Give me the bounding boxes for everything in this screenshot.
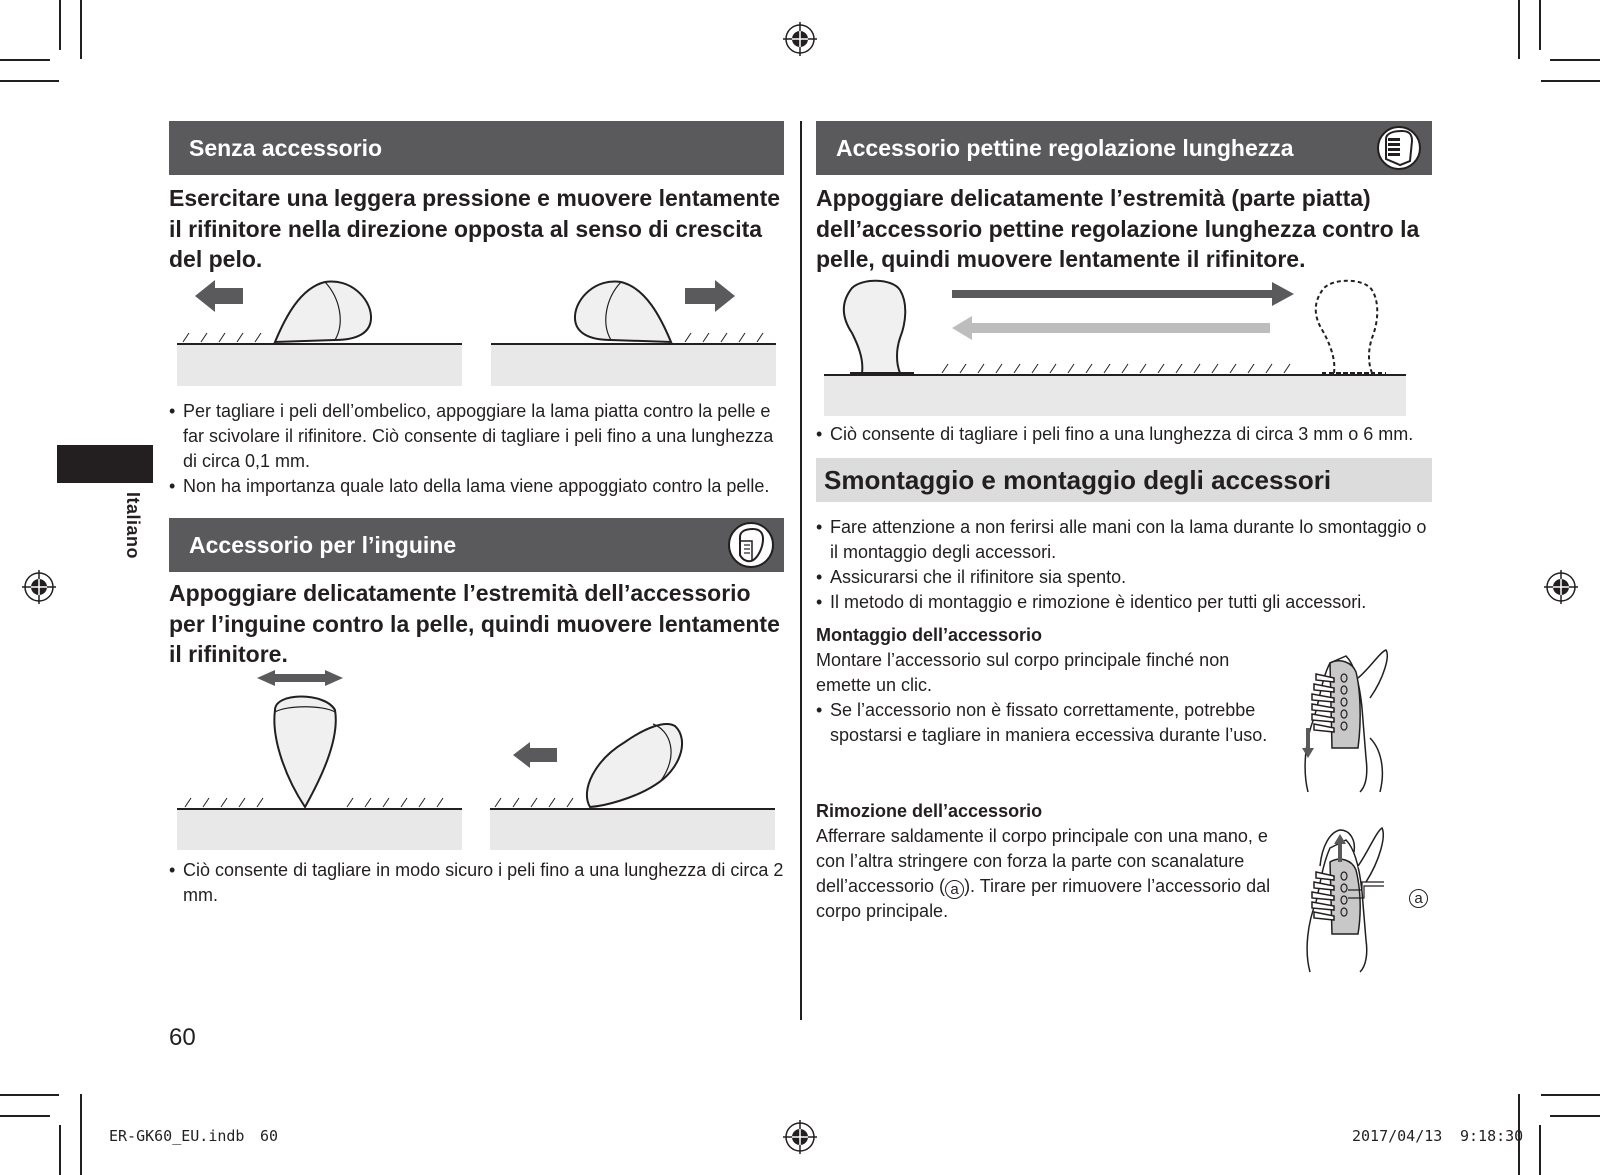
section-header-smontaggio <box>816 458 1432 502</box>
comb-attachment-illustration <box>822 278 1406 416</box>
comb-attachment-icon <box>1374 125 1424 171</box>
list-item: • Fare attenzione a non ferirsi alle mani con la lama durante lo smontaggio o il montaggio degli accessori. <box>816 515 1432 565</box>
mount-heading: Montaggio dell’accessorio <box>816 625 1043 645</box>
crop-mark <box>80 0 82 59</box>
list-item: • Ciò consente di tagliare i peli fino a una lunghezza di circa 3 mm o 6 mm. <box>816 422 1432 447</box>
section-header-pettine-regolazione <box>816 121 1432 175</box>
registration-mark-icon <box>783 1120 817 1154</box>
registration-mark-icon <box>22 570 56 604</box>
footer-date: 2017/04/13 <box>1352 1127 1443 1145</box>
bullet-list <box>169 399 784 499</box>
list-item: • Se l’accessorio non è fissato correttamente, potrebbe spostarsi e tagliare in maniera eccessiva durante l’uso. <box>816 698 1280 748</box>
crop-mark <box>1541 1094 1600 1096</box>
list-item: • Per tagliare i peli dell’ombelico, appoggiare la lama piatta contro la pelle e far scivolare il rifinitore. Ciò consente di tagliare i peli fino a una lunghezza di circa 0,1 mm. <box>169 399 784 474</box>
crop-mark <box>1539 1125 1541 1175</box>
section-lead-text: Esercitare una leggera pressione e muovere lentamente il rifinitore nella direzione opposta al senso di crescita del pelo. <box>169 185 781 272</box>
crop-mark <box>59 1125 61 1175</box>
crop-mark <box>1550 59 1600 61</box>
crop-mark <box>0 80 59 82</box>
mount-text: Montare l’accessorio sul corpo principale finché non emette un clic. <box>816 650 1230 695</box>
section-header-accessorio-inguine <box>169 518 784 572</box>
list-item: • Non ha importanza quale lato della lama viene appoggiato contro la pelle. <box>169 474 784 499</box>
bullet-list <box>816 422 1432 447</box>
bullet-list <box>816 698 1280 748</box>
remove-text <box>816 824 1286 924</box>
crop-mark <box>1539 0 1541 50</box>
crop-mark <box>0 1094 59 1096</box>
language-tab <box>57 445 153 483</box>
crop-mark <box>80 1094 82 1175</box>
section-title: Smontaggio e montaggio degli accessori <box>824 465 1332 495</box>
list-item: • Ciò consente di tagliare in modo sicuro i peli fino a una lunghezza di circa 2 mm. <box>169 858 784 908</box>
bullet-list <box>816 515 1432 615</box>
registration-mark-icon <box>1544 570 1578 604</box>
section-title: Accessorio pettine regolazione lunghezza <box>836 135 1294 161</box>
remove-text-after: ). Tirare per rimuovere l’accessorio dal corpo principale. <box>816 876 1271 921</box>
column-divider <box>800 121 802 1020</box>
section-title: Accessorio per l’inguine <box>189 532 457 558</box>
callout-a-icon: a <box>1409 889 1428 908</box>
language-label: Italiano <box>123 492 143 560</box>
marker-a-icon: a <box>945 880 964 899</box>
crop-mark <box>1518 0 1520 59</box>
registration-mark-icon <box>783 22 817 56</box>
remove-heading: Rimozione dell’accessorio <box>816 801 1043 821</box>
section-header-senza-accessorio <box>169 121 784 175</box>
groin-attachment-icon <box>726 521 776 569</box>
crop-mark <box>0 59 50 61</box>
list-item: • Il metodo di montaggio e rimozione è identico per tutti gli accessori. <box>816 590 1432 615</box>
footer-page: 60 <box>260 1127 279 1145</box>
bullet-list <box>169 858 784 908</box>
section-title: Senza accessorio <box>189 135 383 161</box>
footer-file: ER-GK60_EU.indb <box>109 1127 245 1145</box>
list-item: • Assicurarsi che il rifinitore sia spento. <box>816 565 1432 590</box>
crop-mark <box>0 1115 50 1117</box>
crop-mark <box>1550 1115 1600 1117</box>
page-number: 60 <box>169 1024 196 1051</box>
crop-mark <box>1541 80 1600 82</box>
remove-text-before: Afferrare saldamente il corpo principale con una mano, e con l’altra stringere con forza la parte con scanalature dell’accessorio ( <box>816 826 1268 896</box>
mount-attachment-illustration <box>1300 648 1400 794</box>
section-lead-text: Appoggiare delicatamente l’estremità dell’accessorio per l’inguine contro la pelle, quindi muovere lentamente il rifinitore. <box>169 580 780 667</box>
footer-time: 9:18:30 <box>1460 1127 1524 1145</box>
section-lead-text: Appoggiare delicatamente l’estremità (parte piatta) dell’accessorio pettine regolazione lunghezza contro la pelle, quindi muovere lentamente il rifinitore. <box>816 185 1420 272</box>
trimmer-no-accessory-illustration <box>175 278 780 386</box>
groin-attachment-illustration <box>175 670 780 850</box>
crop-mark <box>59 0 61 50</box>
